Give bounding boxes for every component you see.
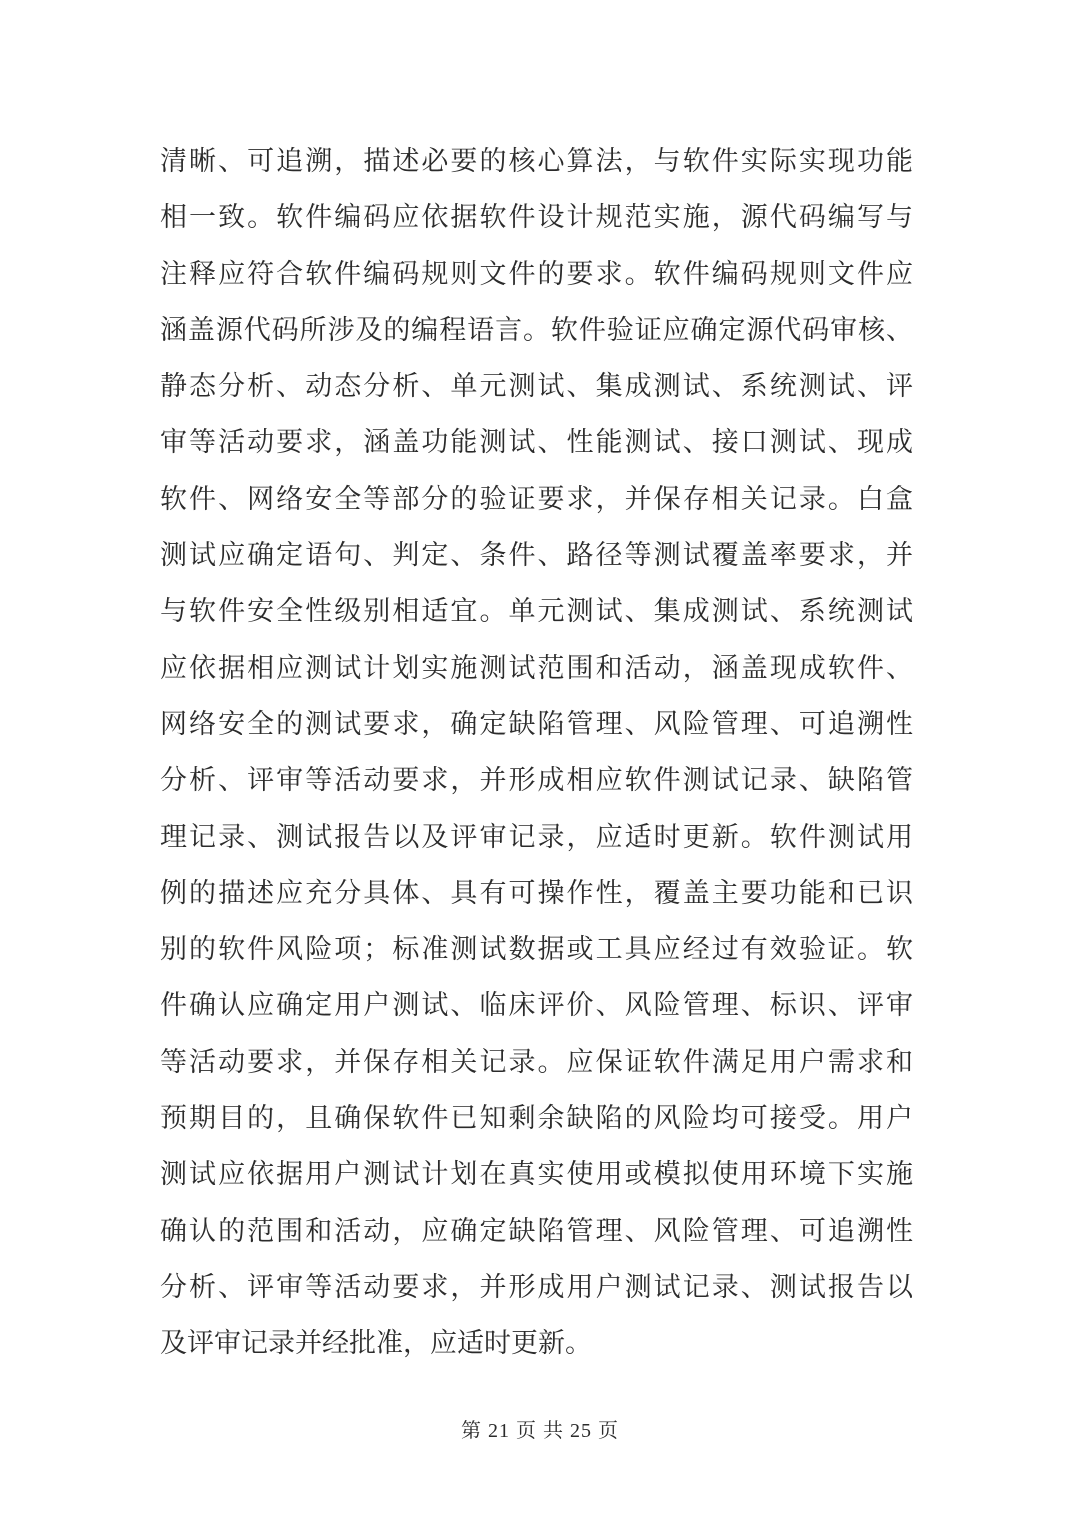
text-line: 清晰、可追溯，描述必要的核心算法，与软件实际实现功能 (160, 146, 913, 176)
text-line: 测试应依据用户测试计划在真实使用或模拟使用环境下实施 (160, 1159, 913, 1190)
text-line: 确认的范围和活动，应确定缺陷管理、风险管理、可追溯性 (160, 1215, 913, 1246)
text-line: 与软件安全性级别相适宜。单元测试、集成测试、系统测试 (160, 596, 913, 627)
text-line: 预期目的，且确保软件已知剩余缺陷的风险均可接受。用户 (160, 1103, 913, 1134)
text-line: 注释应符合软件编码规则文件的要求。软件编码规则文件应 (160, 258, 913, 289)
text-line: 件确认应确定用户测试、临床评价、风险管理、标识、评审 (160, 990, 913, 1021)
text-line: 分析、评审等活动要求，并形成用户测试记录、测试报告以 (160, 1271, 913, 1302)
text-line: 相一致。软件编码应依据软件设计规范实施，源代码编写与 (160, 202, 913, 233)
text-line: 例的描述应充分具体、具有可操作性，覆盖主要功能和已识 (160, 877, 913, 908)
text-line: 网络安全的测试要求，确定缺陷管理、风险管理、可追溯性 (160, 708, 913, 739)
text-line: 及评审记录并经批准，应适时更新。 (160, 1328, 592, 1359)
text-line: 静态分析、动态分析、单元测试、集成测试、系统测试、评 (160, 371, 913, 402)
document-body (160, 133, 913, 1372)
text-line: 等活动要求，并保存相关记录。应保证软件满足用户需求和 (160, 1046, 913, 1077)
text-line: 测试应确定语句、判定、条件、路径等测试覆盖率要求，并 (160, 540, 913, 571)
text-line: 涵盖源代码所涉及的编程语言。软件验证应确定源代码审核、 (160, 314, 913, 345)
text-line: 别的软件风险项；标准测试数据或工具应经过有效验证。软 (160, 934, 913, 965)
text-line: 软件、网络安全等部分的验证要求，并保存相关记录。白盒 (160, 483, 913, 514)
text-line: 应依据相应测试计划实施测试范围和活动，涵盖现成软件、 (160, 652, 913, 683)
text-line: 审等活动要求，涵盖功能测试、性能测试、接口测试、现成 (160, 427, 913, 458)
text-line: 分析、评审等活动要求，并形成相应软件测试记录、缺陷管 (160, 765, 913, 796)
text-line: 理记录、测试报告以及评审记录，应适时更新。软件测试用 (160, 821, 913, 852)
page-number-footer: 第 21 页 共 25 页 (461, 1420, 619, 1442)
